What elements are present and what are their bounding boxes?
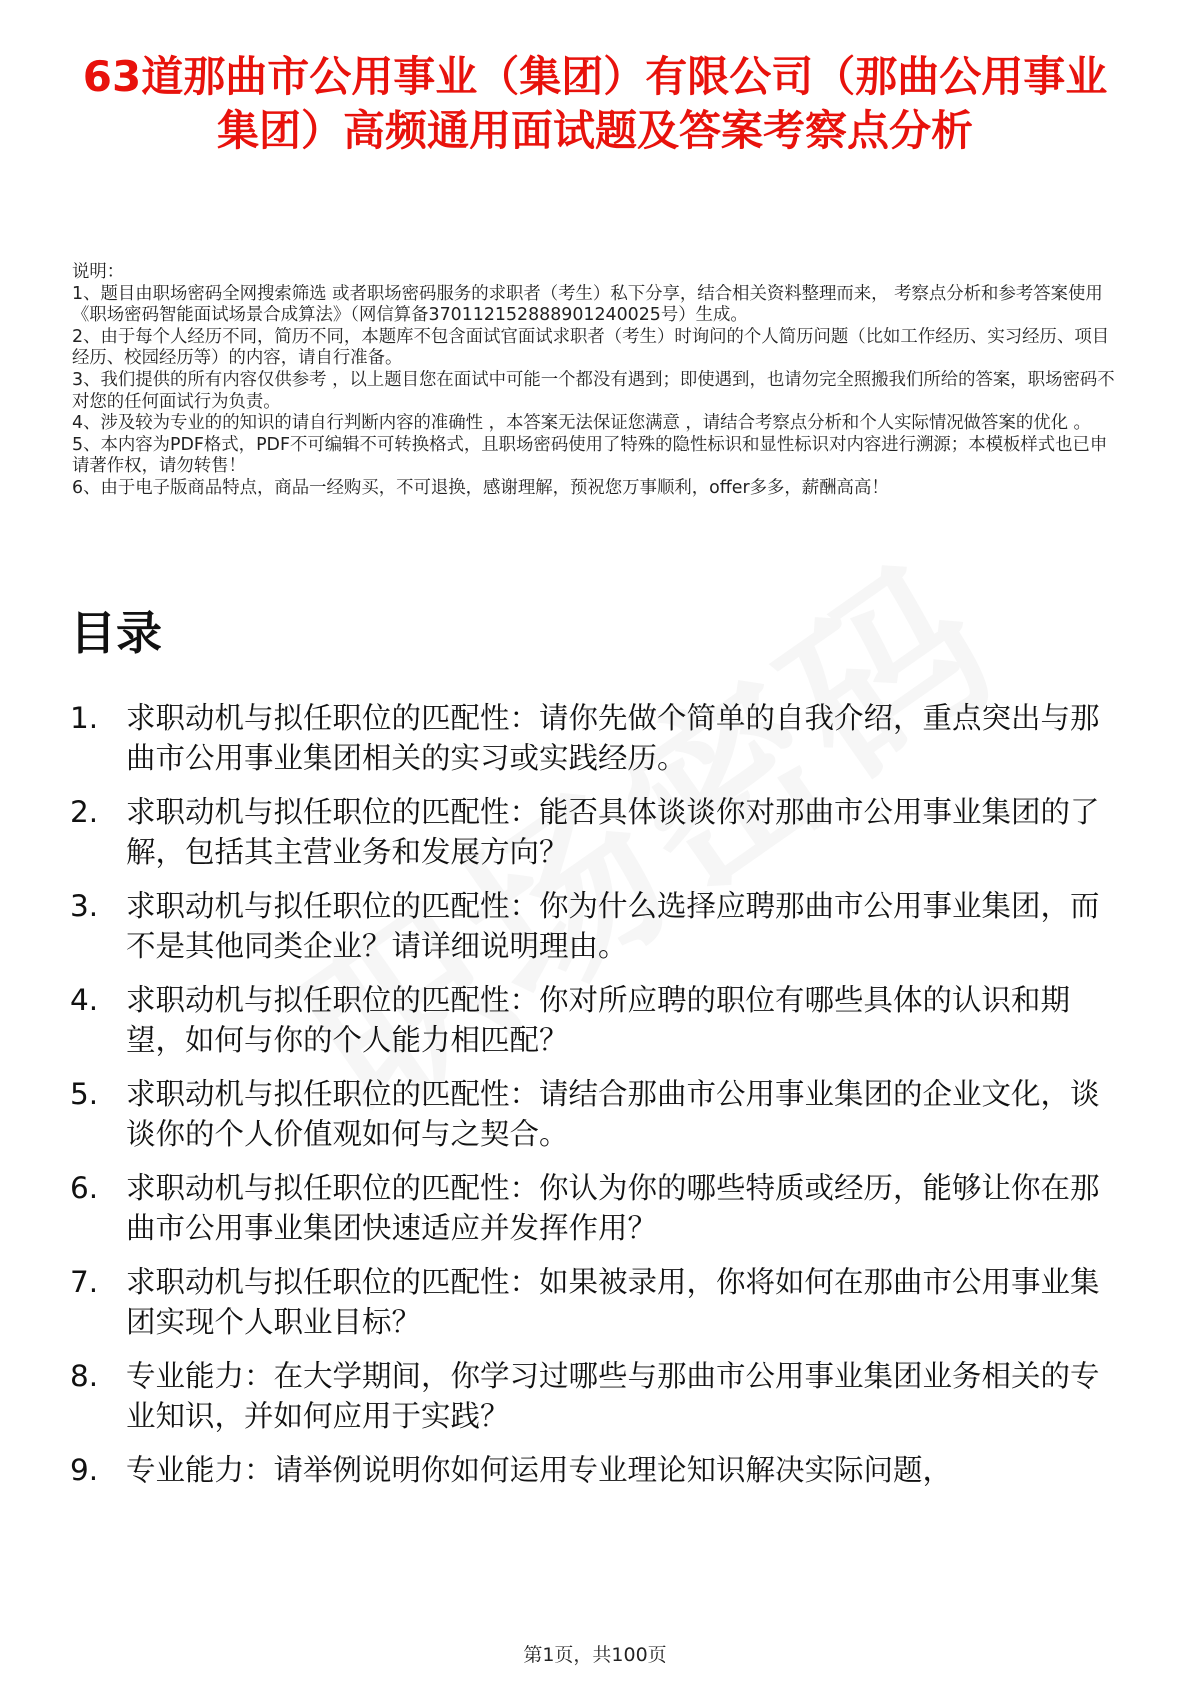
toc-item-number: 6.	[70, 1171, 99, 1205]
toc-item-number: 4.	[70, 983, 99, 1017]
toc-item-number: 1.	[70, 701, 99, 735]
note-item-6: 6、由于电子版商品特点，商品一经购买，不可退换，感谢理解，预祝您万事顺利，offer多多，薪酬高高！	[72, 477, 889, 498]
toc-item-text: 求职动机与拟任职位的匹配性：请结合那曲市公用事业集团的企业文化，谈谈你的个人价值观如何与之契合。	[126, 1077, 1100, 1151]
toc-item-text: 专业能力：在大学期间，你学习过哪些与那曲市公用事业集团业务相关的专业知识，并如何应用于实践？	[126, 1359, 1100, 1433]
notes-block	[72, 262, 1122, 500]
toc-item-3[interactable]	[70, 886, 1120, 966]
toc-item-5[interactable]	[70, 1074, 1120, 1154]
toc-item-number: 2.	[70, 795, 99, 829]
note-item-2: 2、由于每个人经历不同，简历不同，本题库不包含面试官面试求职者（考生）时询问的个人简历问题（比如工作经历、实习经历、项目经历、校园经历等）的内容，请自行准备。	[72, 326, 1110, 369]
toc-item-6[interactable]	[70, 1168, 1120, 1248]
toc-item-8[interactable]	[70, 1356, 1120, 1436]
toc-item-text: 求职动机与拟任职位的匹配性：你为什么选择应聘那曲市公用事业集团，而不是其他同类企业？请详细说明理由。	[126, 889, 1100, 963]
toc-item-4[interactable]	[70, 980, 1120, 1060]
toc-item-number: 7.	[70, 1265, 99, 1299]
toc-item-text: 求职动机与拟任职位的匹配性：请你先做个简单的自我介绍，重点突出与那曲市公用事业集团相关的实习或实践经历。	[126, 701, 1100, 775]
toc-item-text: 求职动机与拟任职位的匹配性：你对所应聘的职位有哪些具体的认识和期望，如何与你的个人能力相匹配？	[126, 983, 1071, 1057]
notes-heading: 说明：	[72, 262, 125, 282]
toc-item-text: 求职动机与拟任职位的匹配性：如果被录用，你将如何在那曲市公用事业集团实现个人职业目标？	[126, 1265, 1100, 1339]
toc-heading: 目录	[70, 606, 162, 660]
toc-item-text: 专业能力：请举例说明你如何运用专业理论知识解决实际问题，	[126, 1453, 953, 1487]
toc-item-number: 5.	[70, 1077, 99, 1111]
note-item-4: 4、涉及较为专业的的知识的请自行判断内容的准确性 ，本答案无法保证您满意 ，请结合考察点分析和个人实际情况做答案的优化 。	[72, 413, 1091, 434]
toc-list	[70, 698, 1120, 1504]
note-item-1: 1、题目由职场密码全网搜索筛选 或者职场密码服务的求职者（考生）私下分享，结合相关资料整理而来， 考察点分析和参考答案使用《职场密码智能面试场景合成算法》（网信算备370112152888901240025号）生成。	[72, 283, 1103, 326]
document-title: 63道那曲市公用事业（集团）有限公司（那曲公用事业集团）高频通用面试题及答案考察点分析	[82, 52, 1108, 155]
note-item-5: 5、本内容为PDF格式，PDF不可编辑不可转换格式，且职场密码使用了特殊的隐性标识和显性标识对内容进行溯源；本模板样式也已申请著作权，请勿转售！	[72, 434, 1108, 477]
toc-item-1[interactable]	[70, 698, 1120, 778]
toc-item-text: 求职动机与拟任职位的匹配性：你认为你的哪些特质或经历，能够让你在那曲市公用事业集团快速适应并发挥作用？	[126, 1171, 1100, 1245]
toc-item-number: 3.	[70, 889, 99, 923]
toc-item-text: 求职动机与拟任职位的匹配性：能否具体谈谈你对那曲市公用事业集团的了解，包括其主营业务和发展方向？	[126, 795, 1100, 869]
toc-item-7[interactable]	[70, 1262, 1120, 1342]
toc-item-number: 9.	[70, 1453, 99, 1487]
toc-item-9[interactable]	[70, 1450, 1120, 1490]
note-item-3: 3、我们提供的所有内容仅供参考 ，以上题目您在面试中可能一个都没有遇到；即使遇到，也请勿完全照搬我们所给的答案，职场密码不对您的任何面试行为负责。	[72, 369, 1115, 412]
toc-item-number: 8.	[70, 1359, 99, 1393]
toc-item-2[interactable]	[70, 792, 1120, 872]
page-footer: 第1页，共100页	[523, 1644, 667, 1666]
